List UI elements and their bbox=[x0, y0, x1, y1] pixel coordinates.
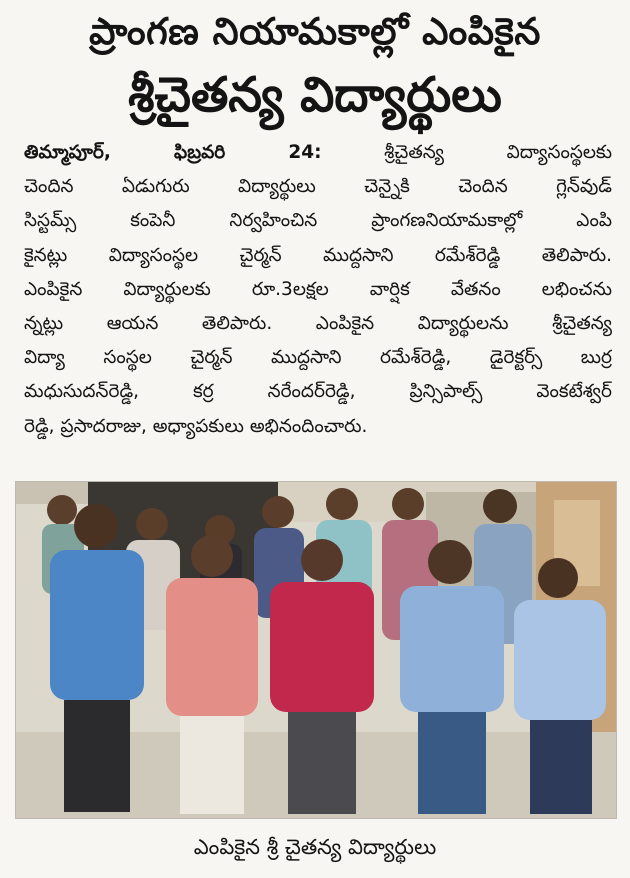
body-line-5: ఎంపికైన విద్యార్థులకు రూ.3లక్షల వార్షిక వేతనం లభించను bbox=[24, 278, 612, 300]
headline: ప్రాంగణ నియామకాల్లో ఎంపికైన bbox=[89, 10, 541, 53]
body-line-9: రెడ్డి, ప్రసాదరాజు, అధ్యాపకులు అభినందించారు. bbox=[24, 415, 368, 437]
photo-caption: ఎంపికైన శ్రీ చైతన్య విద్యార్థులు bbox=[193, 835, 437, 859]
body-line-1: తిమ్మాపూర్, ఫిబ్రవరి 24: శ్రీచైతన్య విద్యాసంస్థలకు bbox=[24, 142, 612, 163]
group-photo bbox=[15, 481, 617, 819]
body-line-6: న్నట్లు ఆయన తెలిపారు. ఎంపికైన విద్యార్థులను శ్రీచైతన్య bbox=[24, 313, 612, 335]
body-line-4: కైనట్లు విద్యాసంస్థల చైర్మన్ ముద్దసాని రమేశ్‌రెడ్డి తెలిపారు. bbox=[24, 244, 612, 266]
body-line-8: మధుసుదన్‌రెడ్డి, కర్ర నరేందర్‌రెడ్డి, ప్రిన్సిపాల్స్ వెంకటేశ్వర్ bbox=[24, 381, 612, 403]
body-line-2: చెందిన ఏడుగురు విద్యార్థులు చెన్నైకి చెందిన గ్లెన్‌వుడ్ bbox=[24, 176, 612, 198]
article-body bbox=[24, 136, 612, 444]
subheadline: శ్రీచైతన్య విద్యార్థులు bbox=[128, 67, 502, 123]
group-photo-illustration bbox=[16, 482, 616, 818]
body-line-7: విద్యా సంస్థల చైర్మన్ ముద్దసాని రమేశ్‌రెడ్డి, డైరెక్టర్స్ బుర్ర bbox=[24, 347, 612, 369]
body-line-3: సిస్టమ్స్ కంపెనీ నిర్వహించిన ప్రాంగణనియామకాల్లో ఎంపి bbox=[24, 210, 612, 232]
dateline: తిమ్మాపూర్, ఫిబ్రవరి 24: bbox=[24, 142, 322, 163]
